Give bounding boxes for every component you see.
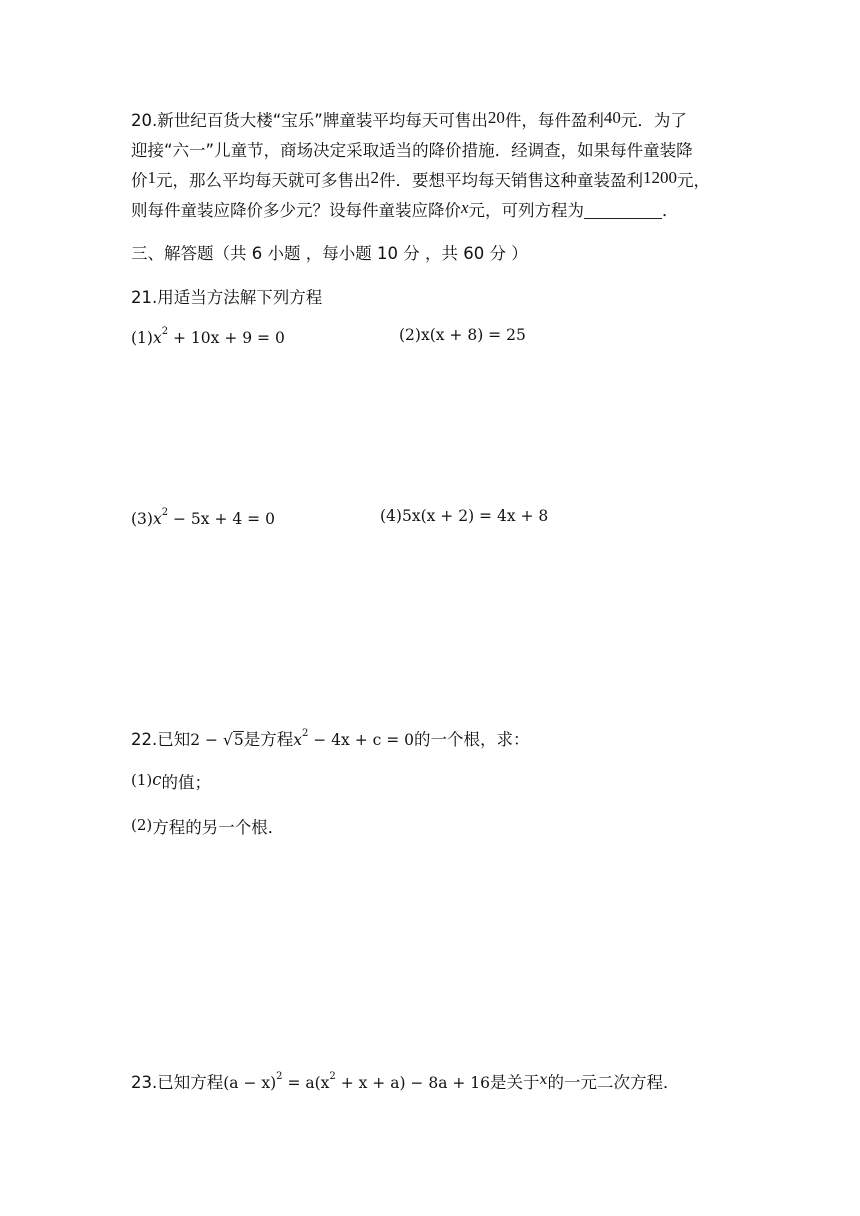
q22-root-integer: 2 − [190,731,223,749]
q20-variable: x [461,198,469,217]
q23-text: 23.已知方程 [131,1073,224,1092]
equation-label: (1) [131,329,153,347]
q21-title-text: 21.用适当方法解下列方程 [131,288,323,307]
equation-label: (2) [399,326,421,344]
equation-body: + x + a) − 8a + 16 [335,1074,491,1092]
q20-text: 20.新世纪百货大楼“宝乐”牌童装平均每天可售出 [131,111,488,130]
q20-number: 2 [370,168,379,187]
section-heading [131,242,528,266]
q21-equation-3 [131,507,275,531]
q22-equation [293,727,415,749]
q20-line-1 [131,109,687,133]
equation-exponent: 2 [329,1070,336,1082]
equation-variable: x [152,510,162,528]
q22-text: 的值； [161,773,211,792]
q20-number: 20 [487,108,505,127]
equation-exponent: 2 [161,506,169,518]
equation-variable: x [293,731,302,749]
equation-label: (3) [131,510,153,528]
q20-number: 40 [603,108,621,127]
q22-part-2 [131,816,284,840]
equation-body: − 5x + 4 = 0 [168,510,275,528]
answer-blank [584,200,662,219]
equation-exponent: 2 [301,727,309,739]
section-heading-text: 三、解答题（共 6 小题 ，每小题 10 分 ，共 60 分 ） [131,244,528,263]
q23-variable: x [539,1072,548,1088]
equation-body: = a(x [282,1074,330,1092]
q23-text: 是关于 [490,1073,540,1092]
sqrt-radicand: 5 [233,731,244,749]
q22-variable: c [152,770,162,789]
equation-body: − 4x + c = 0 [308,731,415,749]
q22-text: 的一个根，求： [414,730,530,749]
equation-exponent: 2 [276,1070,283,1082]
equation-body: x(x + 8) = 25 [420,326,526,344]
equation-body: + 10x + 9 = 0 [168,329,285,347]
q23-text: 的一元二次方程． [547,1073,680,1092]
q22-text: 是方程 [243,730,294,749]
q20-text: 元，可列方程为 [468,201,585,220]
q20-text: 元， [677,171,710,190]
q22-text: 22.已知 [131,730,191,749]
equation-body: (a − x) [223,1074,277,1092]
q20-text: 元，那么平均每天就可多售出 [156,171,371,190]
q20-line-3 [131,169,710,193]
q21-title [131,286,322,310]
q20-text: 迎接“六一”儿童节，商场决定采取适当的降价措施．经调查，如果每件童装降 [131,141,693,160]
equation-body: 5x(x + 2) = 4x + 8 [401,507,549,525]
q20-text: 件．要想平均每天销售这种童装盈利 [379,171,643,190]
q20-text: 则每件童装应降价多少元？设每件童装应降价 [131,201,461,220]
equation-label: (4) [380,507,402,525]
q20-number: 1 [147,168,156,187]
q20-text: 价 [131,171,148,190]
q20-text: 件，每件盈利 [504,111,604,130]
equation-exponent: 2 [161,325,169,337]
equation-variable: x [152,329,162,347]
q23-equation [223,1070,491,1092]
part-label: (2) [131,816,153,834]
q22-root: 2 − √5 [190,731,244,749]
q22-stem [131,728,530,752]
q21-equation-2 [399,323,526,347]
q20-text: ． [662,201,679,220]
q20-number: 1200 [643,168,677,187]
q23-stem [131,1071,679,1096]
q22-part-1 [131,771,211,795]
q21-equation-4 [380,504,548,528]
q21-equation-1 [131,326,285,350]
q20-text: 元．为了 [620,111,687,130]
part-label: (1) [131,771,153,789]
q20-line-4 [131,199,679,223]
q20-line-2 [131,139,693,163]
q22-text: 方程的另一个根． [152,818,285,837]
